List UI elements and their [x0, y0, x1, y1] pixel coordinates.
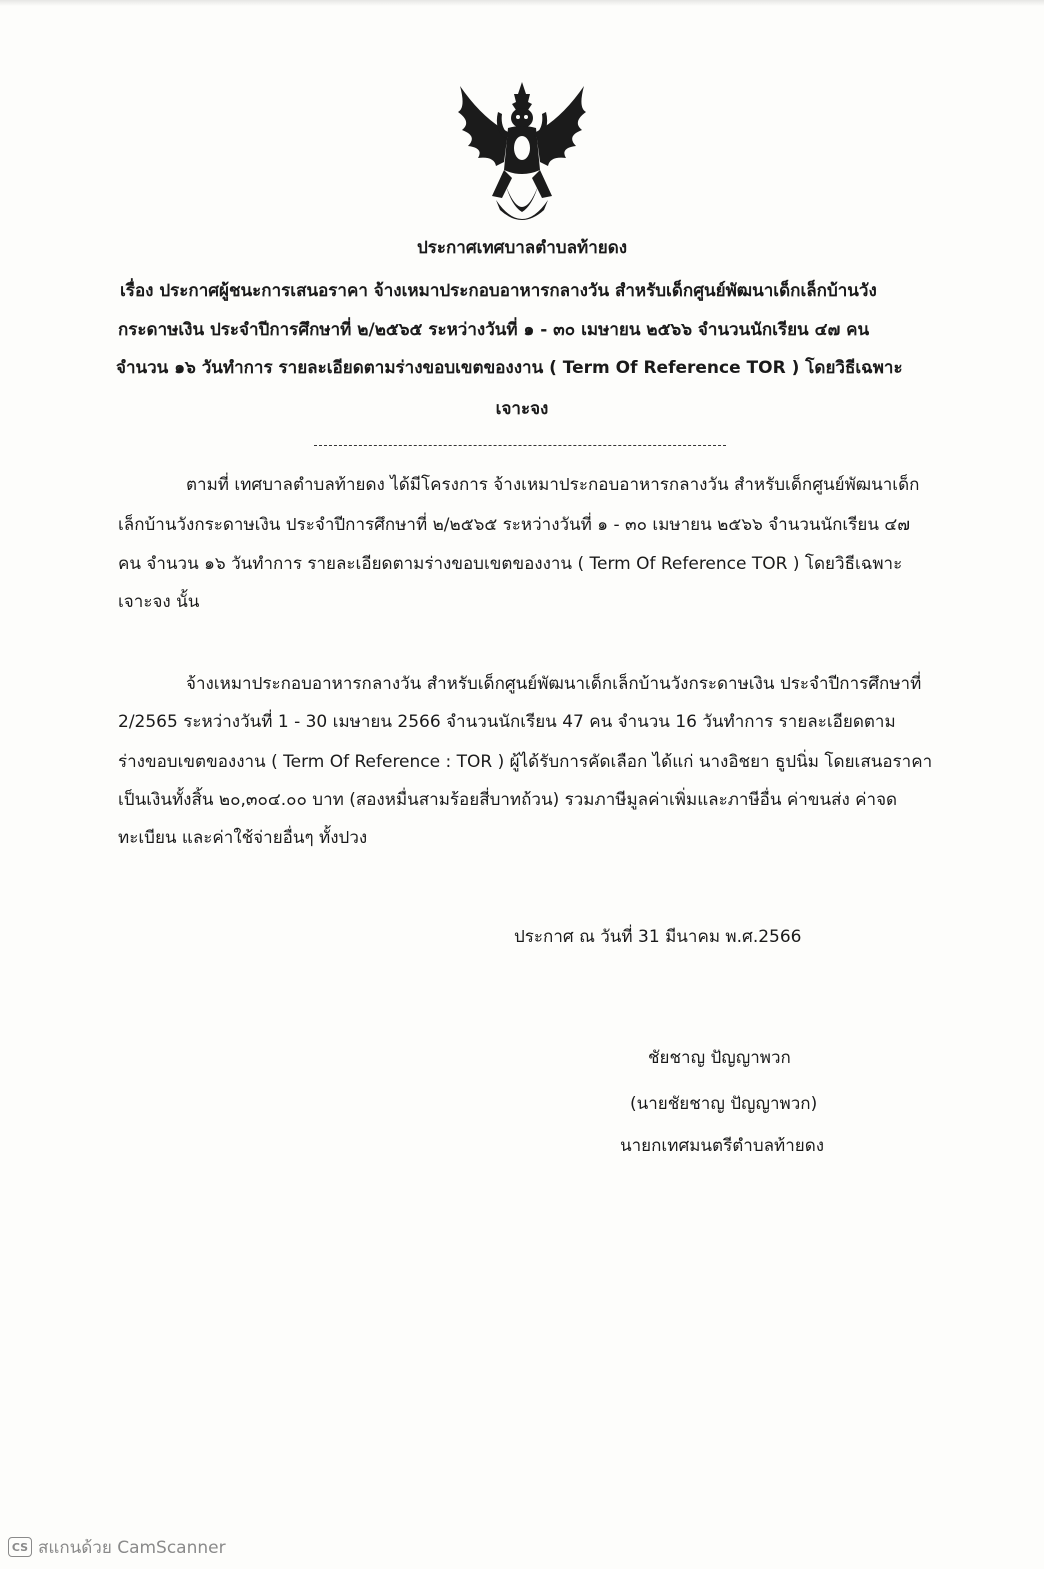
announce-date: ประกาศ ณ วันที่ 31 มีนาคม พ.ศ.2566 — [514, 927, 802, 947]
paragraph2-line-5: ทะเบียน และค่าใช้จ่ายอื่นๆ ทั้งปวง — [118, 828, 368, 848]
separator-line — [314, 445, 726, 446]
subject-line-1: เรื่อง ประกาศผู้ชนะการเสนอราคา จ้างเหมาประกอบอาหารกลางวัน สำหรับเด็กศูนย์พัฒนาเด็กเล็กบ้านวัง — [120, 281, 877, 301]
camscanner-watermark — [8, 1534, 226, 1560]
paragraph1-line-1: ตามที่ เทศบาลตำบลท้ายดง ได้มีโครงการ จ้างเหมาประกอบอาหารกลางวัน สำหรับเด็กศูนย์พัฒนาเด็ก — [186, 475, 920, 495]
paragraph2-line-3: ร่างขอบเขตของงาน ( Term Of Reference : TOR ) ผู้ได้รับการคัดเลือก ได้แก่ นางอิชยา ธูปนิ่ม โดยเสนอราคา — [118, 752, 933, 772]
scan-edge — [0, 0, 1044, 6]
paragraph1-line-4: เจาะจง นั้น — [118, 592, 200, 612]
paragraph1-line-2: เล็กบ้านวังกระดาษเงิน ประจำปีการศึกษาที่ ๒/๒๕๖๕ ระหว่างวันที่ ๑ - ๓๐ เมษายน ๒๕๖๖ จำนวนนักเรียน ๔๗ — [118, 515, 911, 535]
page-title: ประกาศเทศบาลตำบลท้ายดง — [416, 238, 628, 258]
paragraph2-line-4: เป็นเงินทั้งสิ้น ๒๐,๓๐๔.๐๐ บาท (สองหมื่นสามร้อยสี่บาทถ้วน) รวมภาษีมูลค่าเพิ่มและภาษีอื่น ค่าขนส่ง ค่าจด — [118, 790, 898, 810]
paragraph2-line-2: 2/2565 ระหว่างวันที่ 1 - 30 เมษายน 2566 จำนวนนักเรียน 47 คน จำนวน 16 วันทำการ รายละเอียดตาม — [118, 712, 896, 732]
subject-line-3: จำนวน ๑๖ วันทำการ รายละเอียดตามร่างขอบเขตของงาน ( Term Of Reference TOR ) โดยวิธีเฉพาะ — [116, 358, 903, 378]
printed-name: (นายชัยชาญ ปัญญาพวก) — [630, 1094, 818, 1114]
subject-line-2: กระดาษเงิน ประจำปีการศึกษาที่ ๒/๒๕๖๕ ระหว่างวันที่ ๑ - ๓๐ เมษายน ๒๕๖๖ จำนวนนักเรียน ๔๗ คน — [118, 320, 870, 340]
subject-line-4: เจาะจง — [495, 399, 549, 419]
camscanner-logo-icon: CS — [8, 1537, 32, 1557]
signature-name: ชัยชาญ ปัญญาพวก — [648, 1048, 791, 1068]
garuda-emblem-icon — [452, 78, 592, 238]
paragraph2-line-1: จ้างเหมาประกอบอาหารกลางวัน สำหรับเด็กศูนย์พัฒนาเด็กเล็กบ้านวังกระดาษเงิน ประจำปีการศึกษาที่ — [186, 674, 922, 694]
watermark-text: สแกนด้วย CamScanner — [38, 1537, 226, 1558]
signatory-position: นายกเทศมนตรีตำบลท้ายดง — [620, 1136, 825, 1156]
paragraph1-line-3: คน จำนวน ๑๖ วันทำการ รายละเอียดตามร่างขอบเขตของงาน ( Term Of Reference TOR ) โดยวิธีเฉพาะ — [118, 554, 903, 574]
